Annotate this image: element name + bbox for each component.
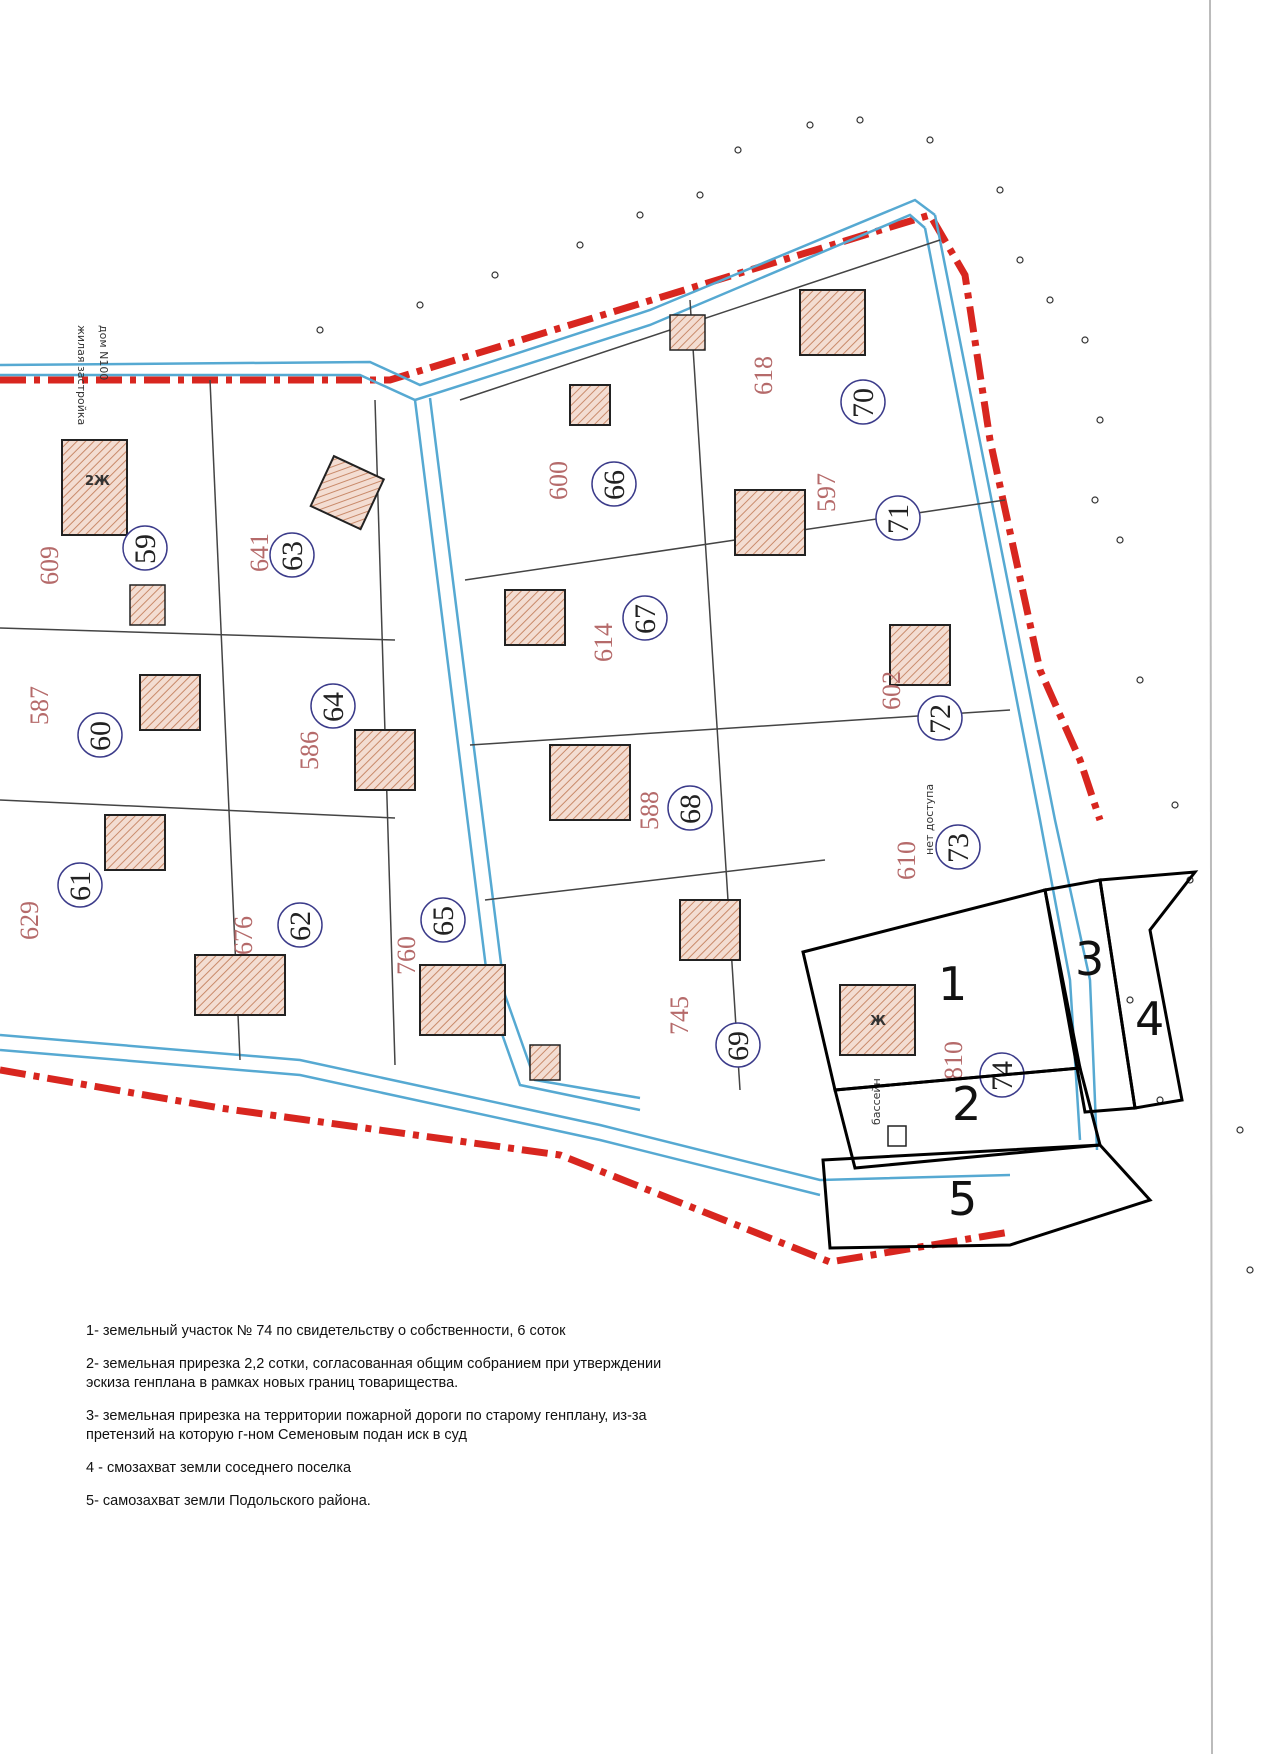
- building-label: Ж: [870, 1014, 886, 1029]
- plot-number: 63: [276, 541, 309, 571]
- legend: [86, 1322, 706, 1525]
- legend-item-4: 4 - смозахват земли соседнего поселка: [86, 1460, 352, 1476]
- plot-area: 745: [665, 996, 694, 1035]
- plot-number: 66: [598, 470, 631, 500]
- plot-number: 73: [942, 833, 975, 863]
- no-access-label: нет доступа: [923, 783, 936, 855]
- zone-label: 5: [948, 1172, 978, 1226]
- legend-item-2: 2- земельная прирезка 2,2 сотки, согласованная общим собранием при утверждении эскиза генплана в рамках новых границ товарищества.: [86, 1356, 662, 1391]
- zone-label: 3: [1075, 932, 1105, 986]
- plot-area: 614: [589, 623, 618, 662]
- plot-number: 59: [129, 534, 162, 564]
- plot-area: 810: [939, 1041, 968, 1080]
- plot-area: 586: [295, 731, 324, 770]
- plot-number: 65: [427, 906, 460, 936]
- plot-number: 69: [722, 1031, 755, 1061]
- plot-number: 71: [882, 504, 915, 534]
- residential-label: жилая застройка: [75, 325, 88, 426]
- plot-number: 67: [629, 604, 662, 634]
- plot-area: 597: [812, 473, 841, 512]
- legend-item-1: 1- земельный участок № 74 по свидетельству о собственности, 6 соток: [86, 1323, 566, 1339]
- plot-number: 72: [924, 704, 957, 734]
- plot-area: 760: [392, 936, 421, 975]
- plot-area: 629: [15, 901, 44, 940]
- basin-label: бассейн: [870, 1078, 883, 1125]
- zone-4: [1100, 872, 1195, 1108]
- plot-area: 610: [892, 841, 921, 880]
- legend-item-3: 3- земельная прирезка на территории пожарной дороги по старому генплану, из-за претензий на которую г-ном Семеновым подан иск в суд: [86, 1408, 647, 1443]
- zone-label: 2: [952, 1077, 982, 1131]
- survey-points: [317, 117, 1253, 1273]
- plot-number: 62: [284, 911, 317, 941]
- plot-area: 587: [25, 686, 54, 725]
- building-label: 2Ж: [85, 474, 110, 489]
- house-number-label: дом N100: [97, 325, 110, 381]
- plot-area: 588: [635, 791, 664, 830]
- plot-number: 70: [847, 388, 880, 418]
- plot-boundaries: [0, 240, 1010, 1090]
- plot-area: 600: [544, 461, 573, 500]
- plot-number: 60: [84, 721, 117, 751]
- zone-label: 1: [938, 957, 968, 1011]
- plot-number: 64: [317, 692, 350, 722]
- plot-area: 676: [229, 916, 258, 955]
- plot-area: 602: [877, 671, 906, 710]
- plot-number: 68: [674, 794, 707, 824]
- plot-area: 641: [245, 533, 274, 572]
- plot-number: 61: [64, 871, 97, 901]
- plot-area: 609: [35, 546, 64, 585]
- plot-number: 74: [986, 1061, 1019, 1091]
- plot-area: 618: [749, 356, 778, 395]
- legend-item-5: 5- самозахват земли Подольского района.: [86, 1493, 371, 1509]
- zone-label: 4: [1135, 992, 1165, 1046]
